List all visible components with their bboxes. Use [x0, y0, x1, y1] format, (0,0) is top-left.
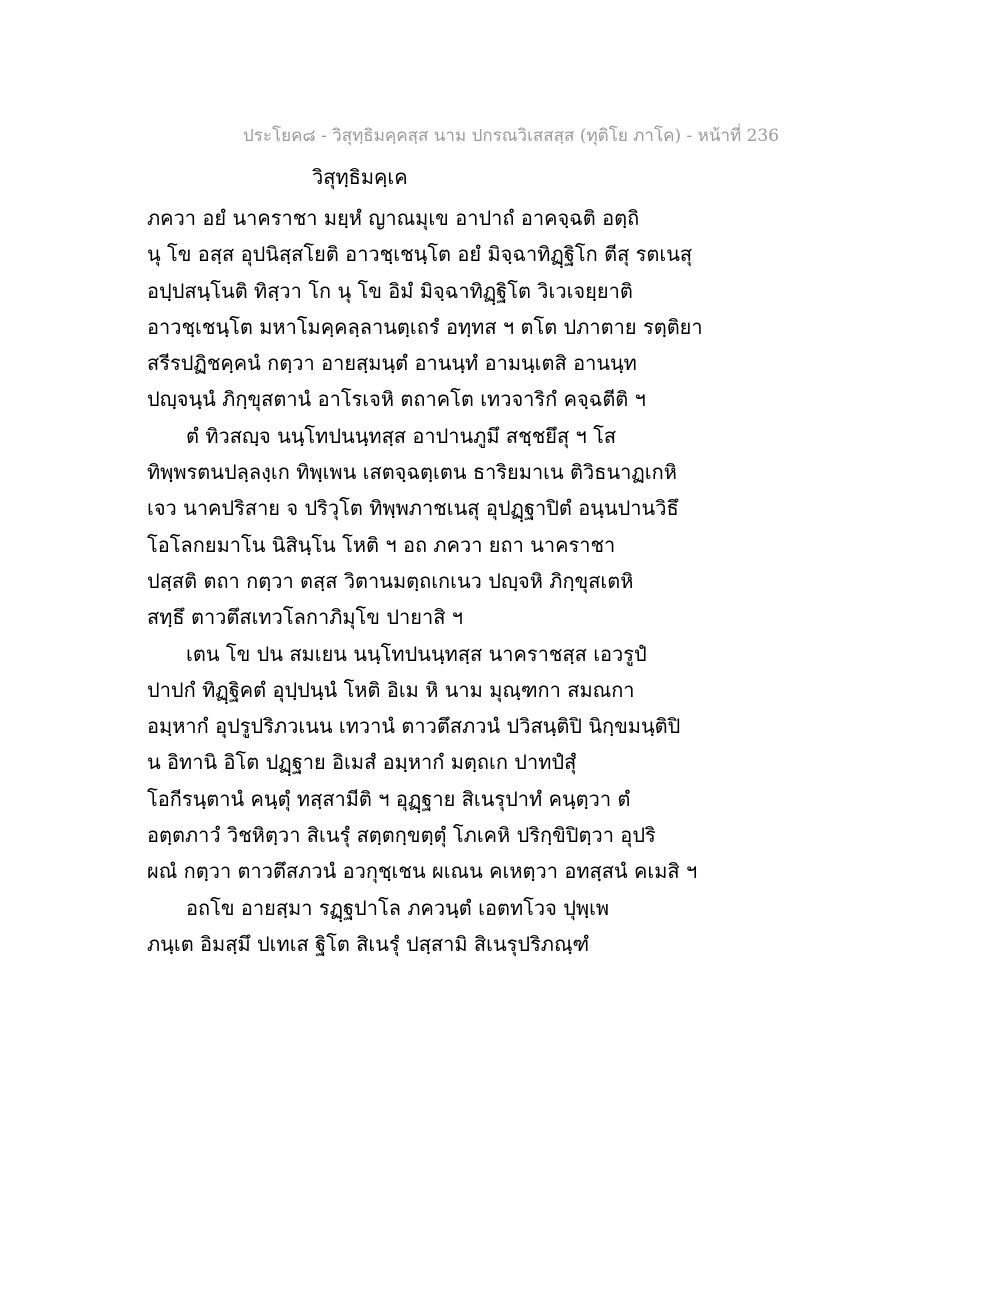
text-line: อมฺหากํ อุปรูปริภวเนน เทวานํ ตาวตึสภวนํ ปวิสนฺติปิ นิกฺขมนฺติปิ	[147, 714, 681, 739]
text-line: ภควา อยํ นาคราชา มยฺหํ ญาณมุเข อาปาถํ อาคจฺฉติ อตฺถิ	[147, 206, 640, 230]
text-line: ภนฺเต อิมสฺมึ ปเทเส ฐิโต สิเนรุํ ปสฺสามิ สิเนรุปริภณฺฑํ	[147, 931, 590, 956]
text-line: โอโลกยมาโน นิสินฺโน โหติ ฯ อถ ภควา ยถา นาคราชา	[147, 532, 616, 557]
text-line: อตฺตภาวํ วิชหิตฺวา สิเนรุํ สตฺตกฺขตฺตุํ โภเคหิ ปริกฺขิปิตฺวา อุปริ	[147, 823, 656, 848]
text-line: สรีรปฏิชคฺคนํ กตฺวา อายสฺมนฺตํ อานนฺทํ อามนฺเตสิ อานนฺท	[147, 351, 637, 376]
paragraph-first-line: ตํ ทิวสญฺจ นนฺโทปนนฺทสฺส อาปานภูมึ สชฺชยึสุ ฯ โส	[186, 423, 617, 448]
running-header: ประโยค๘ - วิสุทฺธิมคฺคสฺส นาม ปกรณวิเสสสฺส (ทุติโย ภาโค) - หน้าที่ 236	[243, 126, 780, 146]
text-line: เจว นาคปริสาย จ ปริวุโต ทิพฺพภาชเนสุ อุปฏฺฐาปิตํ อนฺนปานวิธึ	[147, 496, 679, 521]
paragraph-first-line: อถโข อายสฺมา รฏฺฐปาโล ภควนฺตํ เอตทโวจ ปุพฺเพ	[186, 895, 610, 920]
body-text	[147, 200, 847, 962]
text-line: ทิพฺพรตนปลฺลงฺเก ทิพฺเพน เสตจฺฉตฺเตน ธาริยมาเน ติวิธนาฏเกหิ	[147, 460, 677, 485]
text-line: ปญฺจนฺนํ ภิกฺขุสตานํ อาโรเจหิ ตถาคโต เทวจาริกํ คจฺฉตีติ ฯ	[147, 387, 646, 412]
text-line: อปฺปสนฺโนติ ทิสฺวา โก นุ โข อิมํ มิจฺฉาทิฏฺฐิโต วิเวเจยฺยาติ	[147, 278, 633, 303]
text-line: อาวชฺเชนฺโต มหาโมคฺคลฺลานตฺเถรํ อทฺทส ฯ ตโต ปภาตาย รตฺติยา	[147, 314, 703, 339]
section-title: วิสุทฺธิมคฺเค	[312, 165, 408, 189]
text-line: ผณํ กตฺวา ตาวตึสภวนํ อวกุชฺเชน ผเณน คเหตฺวา อทสฺสนํ คเมสิ ฯ	[147, 859, 698, 884]
text-line: ปาปกํ ทิฏฺฐิคตํ อุปฺปนฺนํ โหติ อิเม หิ นาม มุณฺฑกา สมณกา	[147, 677, 635, 702]
text-line: โอกีรนฺตานํ คนฺตุํ ทสฺสามีติ ฯ อุฏฺฐาย สิเนรุปาทํ คนฺตฺวา ตํ	[147, 786, 631, 811]
text-line: ปสฺสติ ตถา กตฺวา ตสฺส วิตานมตฺถเกเนว ปญฺจหิ ภิกฺขุสเตหิ	[147, 568, 634, 593]
text-line: สทฺธึ ตาวตึสเทวโลกาภิมุโข ปายาสิ ฯ	[147, 605, 463, 630]
text-line: น อิทานิ อิโต ปฏฺฐาย อิเมสํ อมฺหากํ มตฺถเก ปาทปํสุํ	[147, 750, 577, 775]
text-line: นุ โข อสฺส อุปนิสฺสโยติ อาวชฺเชนฺโต อยํ มิจฺฉาทิฏฺฐิโก ตีสุ รตเนสุ	[147, 242, 693, 267]
paragraph-first-line: เตน โข ปน สมเยน นนฺโทปนนฺทสฺส นาคราชสฺส เอวรูปํ	[186, 641, 647, 666]
